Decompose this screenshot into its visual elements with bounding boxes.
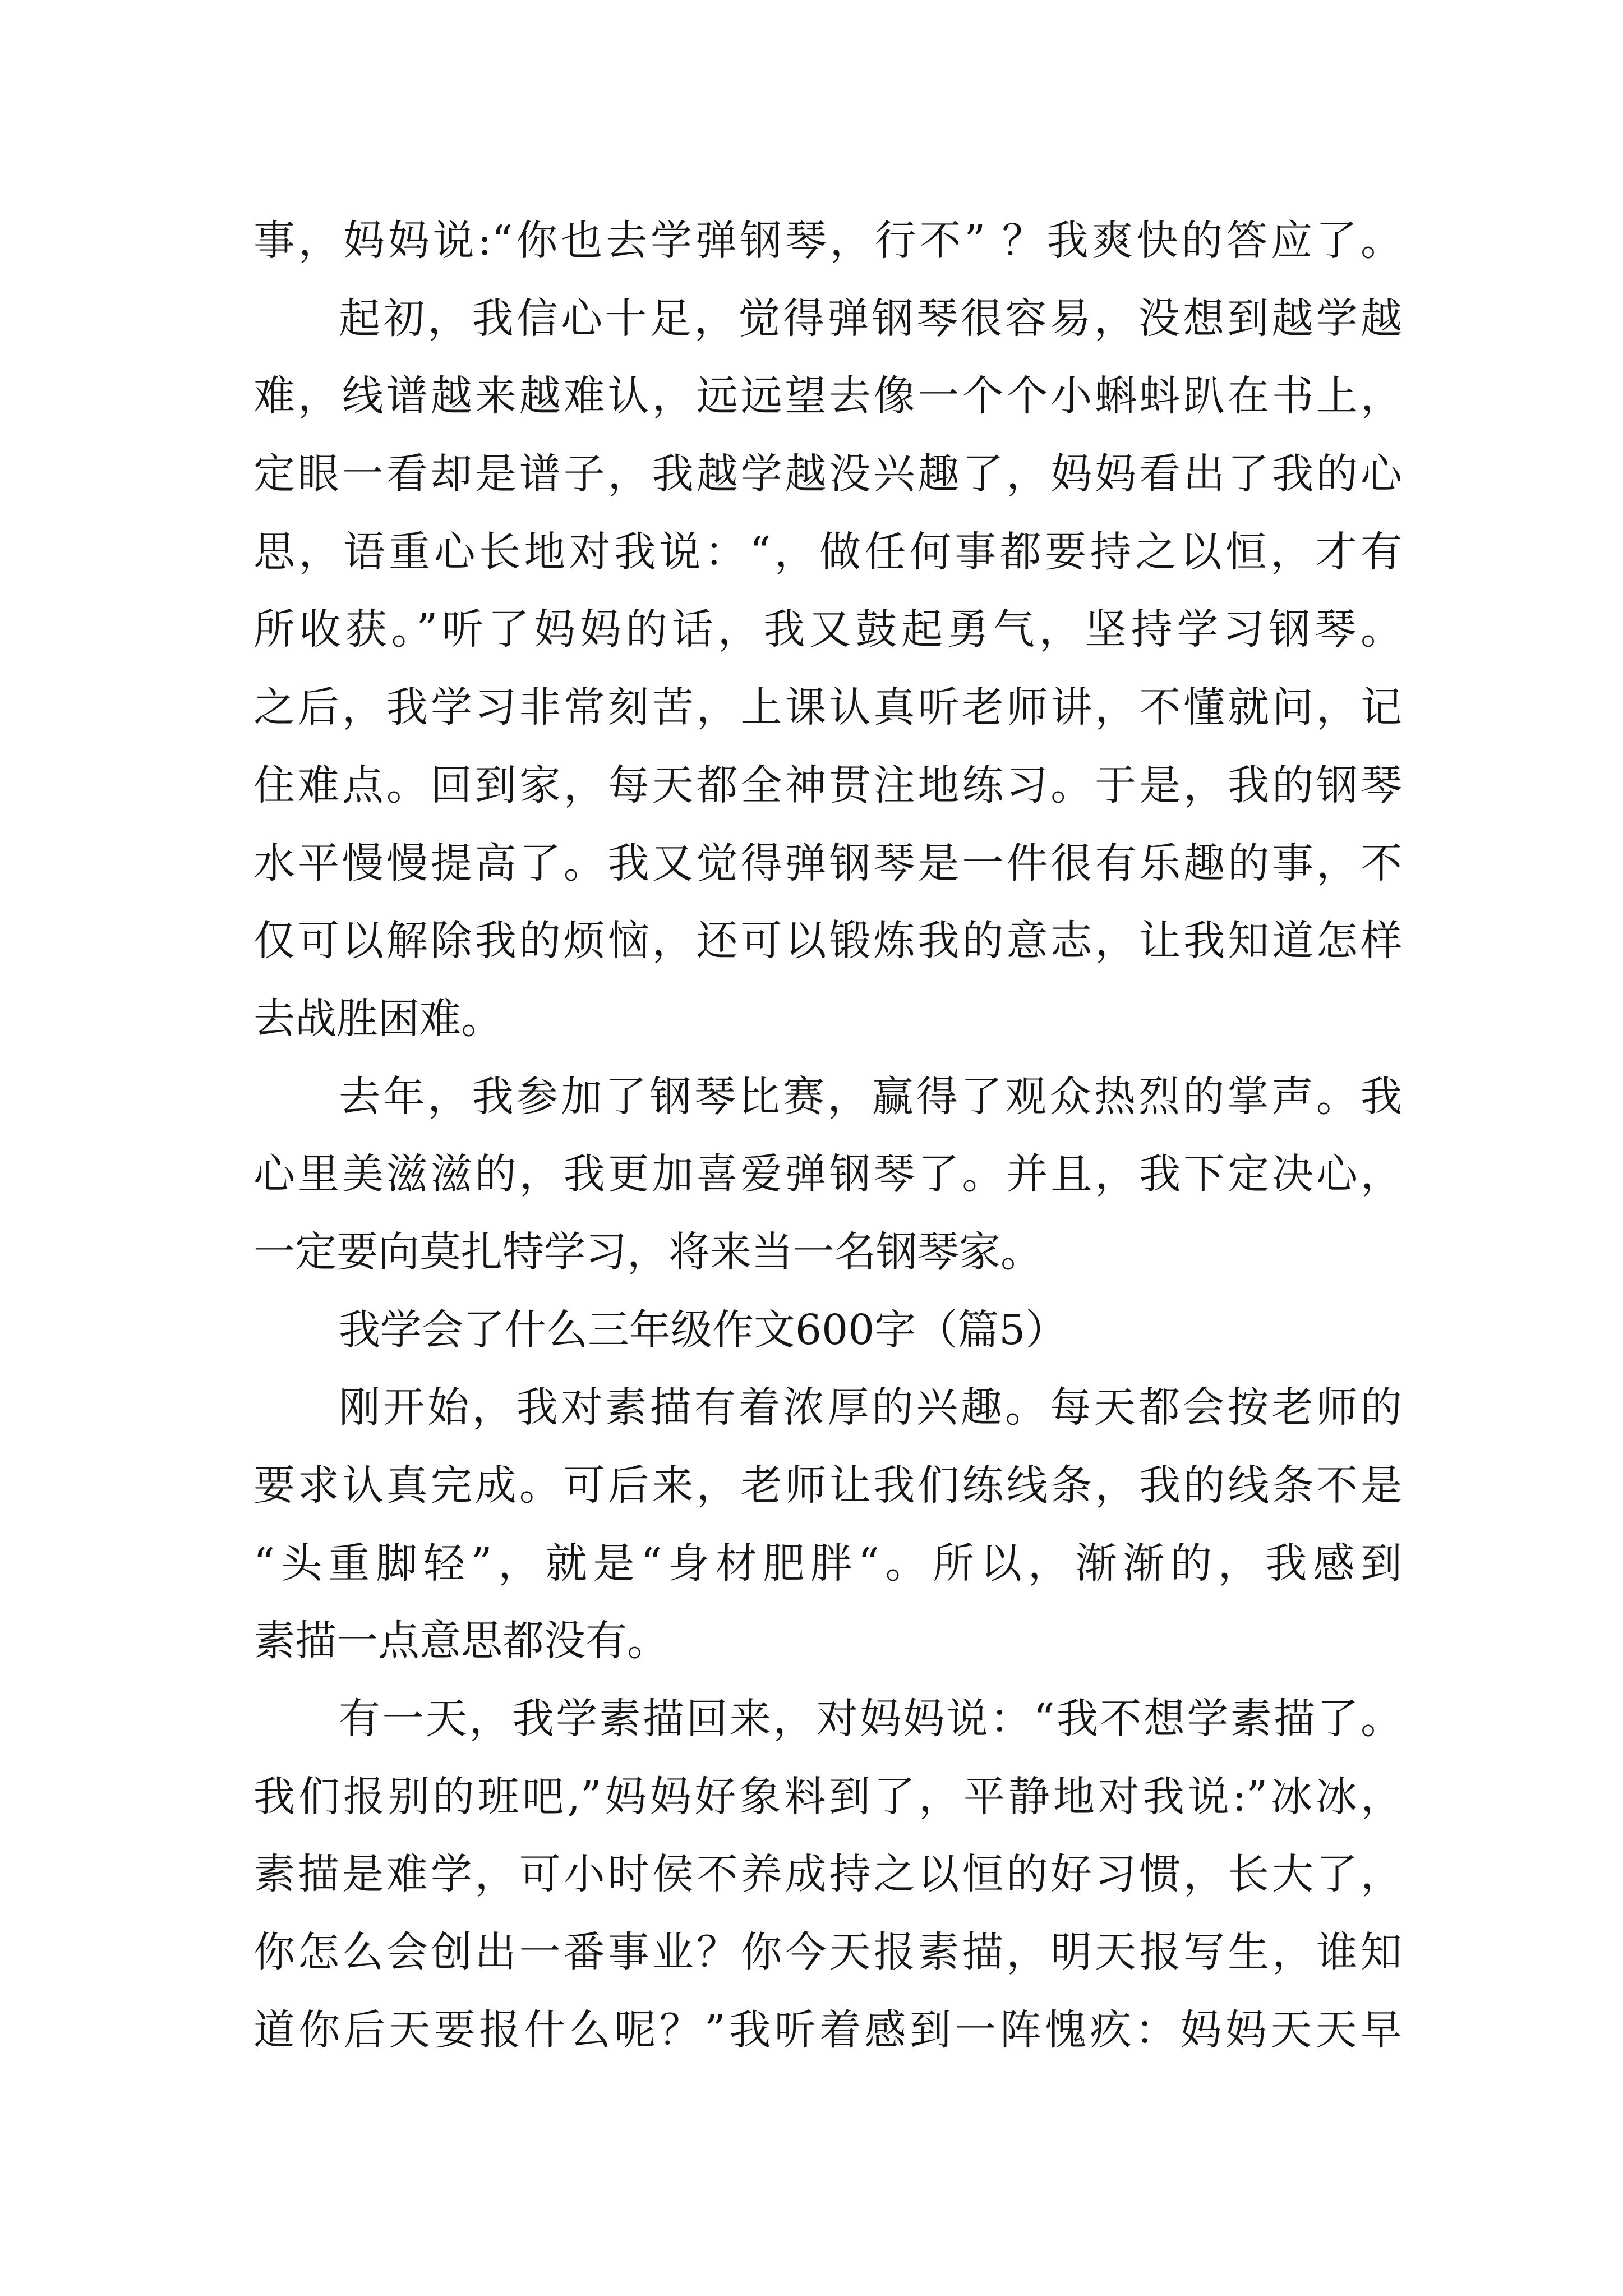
text-line: 定眼一看却是谱子，我越学越没兴趣了，妈妈看出了我的心 xyxy=(253,450,1402,499)
text-line: 心里美滋滋的，我更加喜爱弹钢琴了。并且，我下定决心， xyxy=(253,1150,1402,1199)
paragraph xyxy=(253,1369,1402,1680)
text-line: 你怎么会创出一番事业？你今天报素描，明天报写生，谁知 xyxy=(253,1928,1402,1977)
text-line: 一定要向莫扎特学习，将来当一名钢琴家。 xyxy=(253,1227,1042,1276)
text-line: 住难点。回到家，每天都全神贯注地练习。于是，我的钢琴 xyxy=(253,761,1402,809)
text-line: 去战胜困难。 xyxy=(253,994,502,1043)
text-line: 道你后天要报什么呢？”我听着感到一阵愧疚：妈妈天天早 xyxy=(253,2005,1402,2054)
paragraph xyxy=(253,280,1402,1058)
text-line: 刚开始，我对素描有着浓厚的兴趣。每天都会按老师的 xyxy=(339,1383,1402,1432)
document-page xyxy=(253,202,1402,2069)
text-line: 我们报别的班吧,”妈妈好象料到了，平静地对我说:”冰冰， xyxy=(253,1772,1402,1821)
paragraph xyxy=(253,202,1402,280)
text-line: 素描一点意思都没有。 xyxy=(253,1617,668,1665)
text-line: 事，妈妈说:“你也去学弹钢琴，行不” ？我爽快的答应了。 xyxy=(253,217,1402,265)
paragraph xyxy=(253,1058,1402,1291)
paragraph xyxy=(253,1680,1402,2069)
text-line: 之后，我学习非常刻苦，上课认真听老师讲，不懂就问，记 xyxy=(253,683,1402,732)
text-line: 素描是难学，可小时侯不养成持之以恒的好习惯，长大了， xyxy=(253,1850,1402,1899)
text-line: “头重脚轻”，就是“身材肥胖“。所以，渐渐的，我感到 xyxy=(253,1539,1402,1588)
text-line: 水平慢慢提高了。我又觉得弹钢琴是一件很有乐趣的事，不 xyxy=(253,839,1402,887)
text-line: 思，语重心长地对我说：“，做任何事都要持之以恒，才有 xyxy=(253,527,1402,576)
text-line: 要求认真完成。可后来，老师让我们练线条，我的线条不是 xyxy=(253,1461,1402,1510)
text-line: 起初，我信心十足，觉得弹钢琴很容易，没想到越学越 xyxy=(339,294,1402,343)
text-line: 去年，我参加了钢琴比赛，赢得了观众热烈的掌声。我 xyxy=(339,1072,1402,1121)
text-line: 难，线谱越来越难认，远远望去像一个个小蝌蚪趴在书上， xyxy=(253,372,1402,421)
text-line: 所收获。”听了妈妈的话，我又鼓起勇气，坚持学习钢琴。 xyxy=(253,605,1402,654)
text-line: 仅可以解除我的烦恼，还可以锻炼我的意志，让我知道怎样 xyxy=(253,917,1402,965)
section-heading: 我学会了什么三年级作文600字（篇5） xyxy=(339,1305,1067,1354)
text-line: 有一天，我学素描回来，对妈妈说：“我不想学素描了。 xyxy=(339,1695,1402,1743)
